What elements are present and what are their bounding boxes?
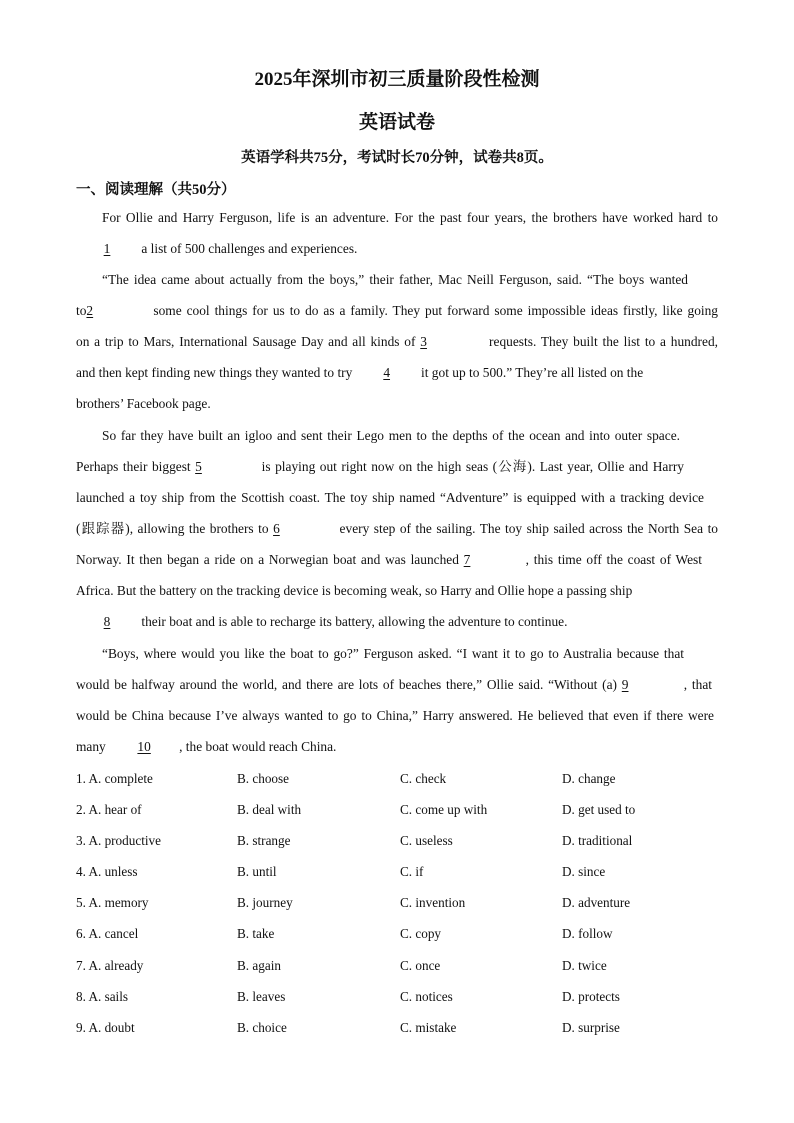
option-a: 3. A. productive [76, 833, 161, 848]
section-heading: 一、阅读理解（共50分） [76, 182, 236, 198]
option-c: C. invention [400, 895, 466, 910]
passage-line: Norway. It then began a ride on a Norwegian boat and was launched 7 , this time off the coast of West [76, 552, 702, 567]
option-c: C. useless [400, 833, 453, 848]
option-b: B. until [237, 864, 277, 879]
option-b: B. choice [237, 1020, 287, 1035]
exam-subtitle: 英语试卷 [358, 112, 435, 133]
option-a: 5. A. memory [76, 895, 149, 910]
passage-line: and then kept finding new things they wanted to try 4 it got up to 500.” They’re all listed on the [76, 365, 644, 380]
option-b: B. deal with [237, 802, 302, 817]
blank-7: 7 [463, 552, 471, 567]
passage-line: 1 a list of 500 challenges and experiences. [76, 240, 718, 258]
option-c: C. come up with [400, 802, 488, 817]
passage-line: would be halfway around the world, and there are lots of beaches there,” Ollie said. “Without (a) 9 , that [76, 677, 712, 692]
blank-1: 1 [103, 241, 111, 256]
exam-title: 2025年深圳市初三质量阶段性检测 [254, 69, 540, 90]
passage-line: to2 some cool things for us to do as a family. They put forward some impossible ideas firstly, like going [76, 303, 718, 318]
option-a: 2. A. hear of [76, 802, 142, 817]
option-b: B. take [237, 926, 275, 941]
passage-line: launched a toy ship from the Scottish coast. The toy ship named “Adventure” is equipped with a tracking device [76, 490, 704, 505]
blank-2: 2 [86, 303, 94, 318]
passage-line: Africa. But the battery on the tracking device is becoming weak, so Harry and Ollie hope a passing ship [76, 583, 633, 598]
option-a: 4. A. unless [76, 864, 138, 879]
option-b: B. journey [237, 895, 293, 910]
option-c: C. check [400, 771, 447, 786]
passage-line: would be China because I’ve always wanted to go to China,” Harry answered. He believed that even if there were [76, 708, 714, 723]
passage-line: Perhaps their biggest 5 is playing out right now on the high seas (公海). Last year, Ollie and Harry [76, 459, 684, 474]
blank-6: 6 [273, 521, 280, 536]
option-a: 1. A. complete [76, 771, 153, 786]
option-d: D. follow [562, 926, 613, 941]
option-a: 9. A. doubt [76, 1020, 135, 1035]
option-d: D. since [562, 864, 606, 879]
blank-9: 9 [621, 677, 629, 692]
option-b: B. choose [237, 771, 290, 786]
option-a: 7. A. already [76, 958, 144, 973]
passage-line: on a trip to Mars, International Sausage Day and all kinds of 3 requests. They built the list to a hundred, [76, 334, 719, 349]
option-d: D. surprise [562, 1020, 620, 1035]
option-c: C. if [400, 864, 424, 879]
passage-line: brothers’ Facebook page. [76, 396, 211, 411]
blank-4: 4 [383, 365, 391, 380]
passage-line: 8 their boat and is able to recharge its battery, allowing the adventure to continue. [76, 613, 718, 631]
option-c: C. notices [400, 989, 453, 1004]
blank-8: 8 [103, 614, 111, 629]
option-d: D. get used to [562, 802, 636, 817]
option-b: B. again [237, 958, 281, 973]
option-a: 6. A. cancel [76, 926, 139, 941]
passage-line: For Ollie and Harry Ferguson, life is an adventure. For the past four years, the brothers have worked hard to [102, 210, 718, 225]
option-d: D. traditional [562, 833, 633, 848]
passage-line: (跟踪器), allowing the brothers to 6 every step of the sailing. The toy ship sailed across the North Sea to [76, 521, 718, 536]
blank-5: 5 [195, 459, 202, 474]
option-b: B. strange [237, 833, 291, 848]
exam-info: 英语学科共75分，考试时长70分钟，试卷共8页。 [241, 150, 553, 166]
option-d: D. twice [562, 958, 607, 973]
option-a: 8. A. sails [76, 989, 129, 1004]
option-c: C. once [400, 958, 441, 973]
option-d: D. change [562, 771, 616, 786]
passage-line: So far they have built an igloo and sent their Lego men to the depths of the ocean and into outer space. [102, 428, 680, 443]
passage-line: “Boys, where would you like the boat to go?” Ferguson asked. “I want it to go to Australia because that [102, 646, 684, 661]
blank-10: 10 [137, 739, 151, 754]
passage-line: many 10 , the boat would reach China. [76, 739, 337, 754]
option-d: D. adventure [562, 895, 631, 910]
option-b: B. leaves [237, 989, 286, 1004]
blank-3: 3 [420, 334, 427, 349]
option-c: C. copy [400, 926, 442, 941]
option-c: C. mistake [400, 1020, 457, 1035]
passage-line: “The idea came about actually from the boys,” their father, Mac Neill Ferguson, said. “The boys wanted [102, 272, 688, 287]
option-d: D. protects [562, 989, 620, 1004]
